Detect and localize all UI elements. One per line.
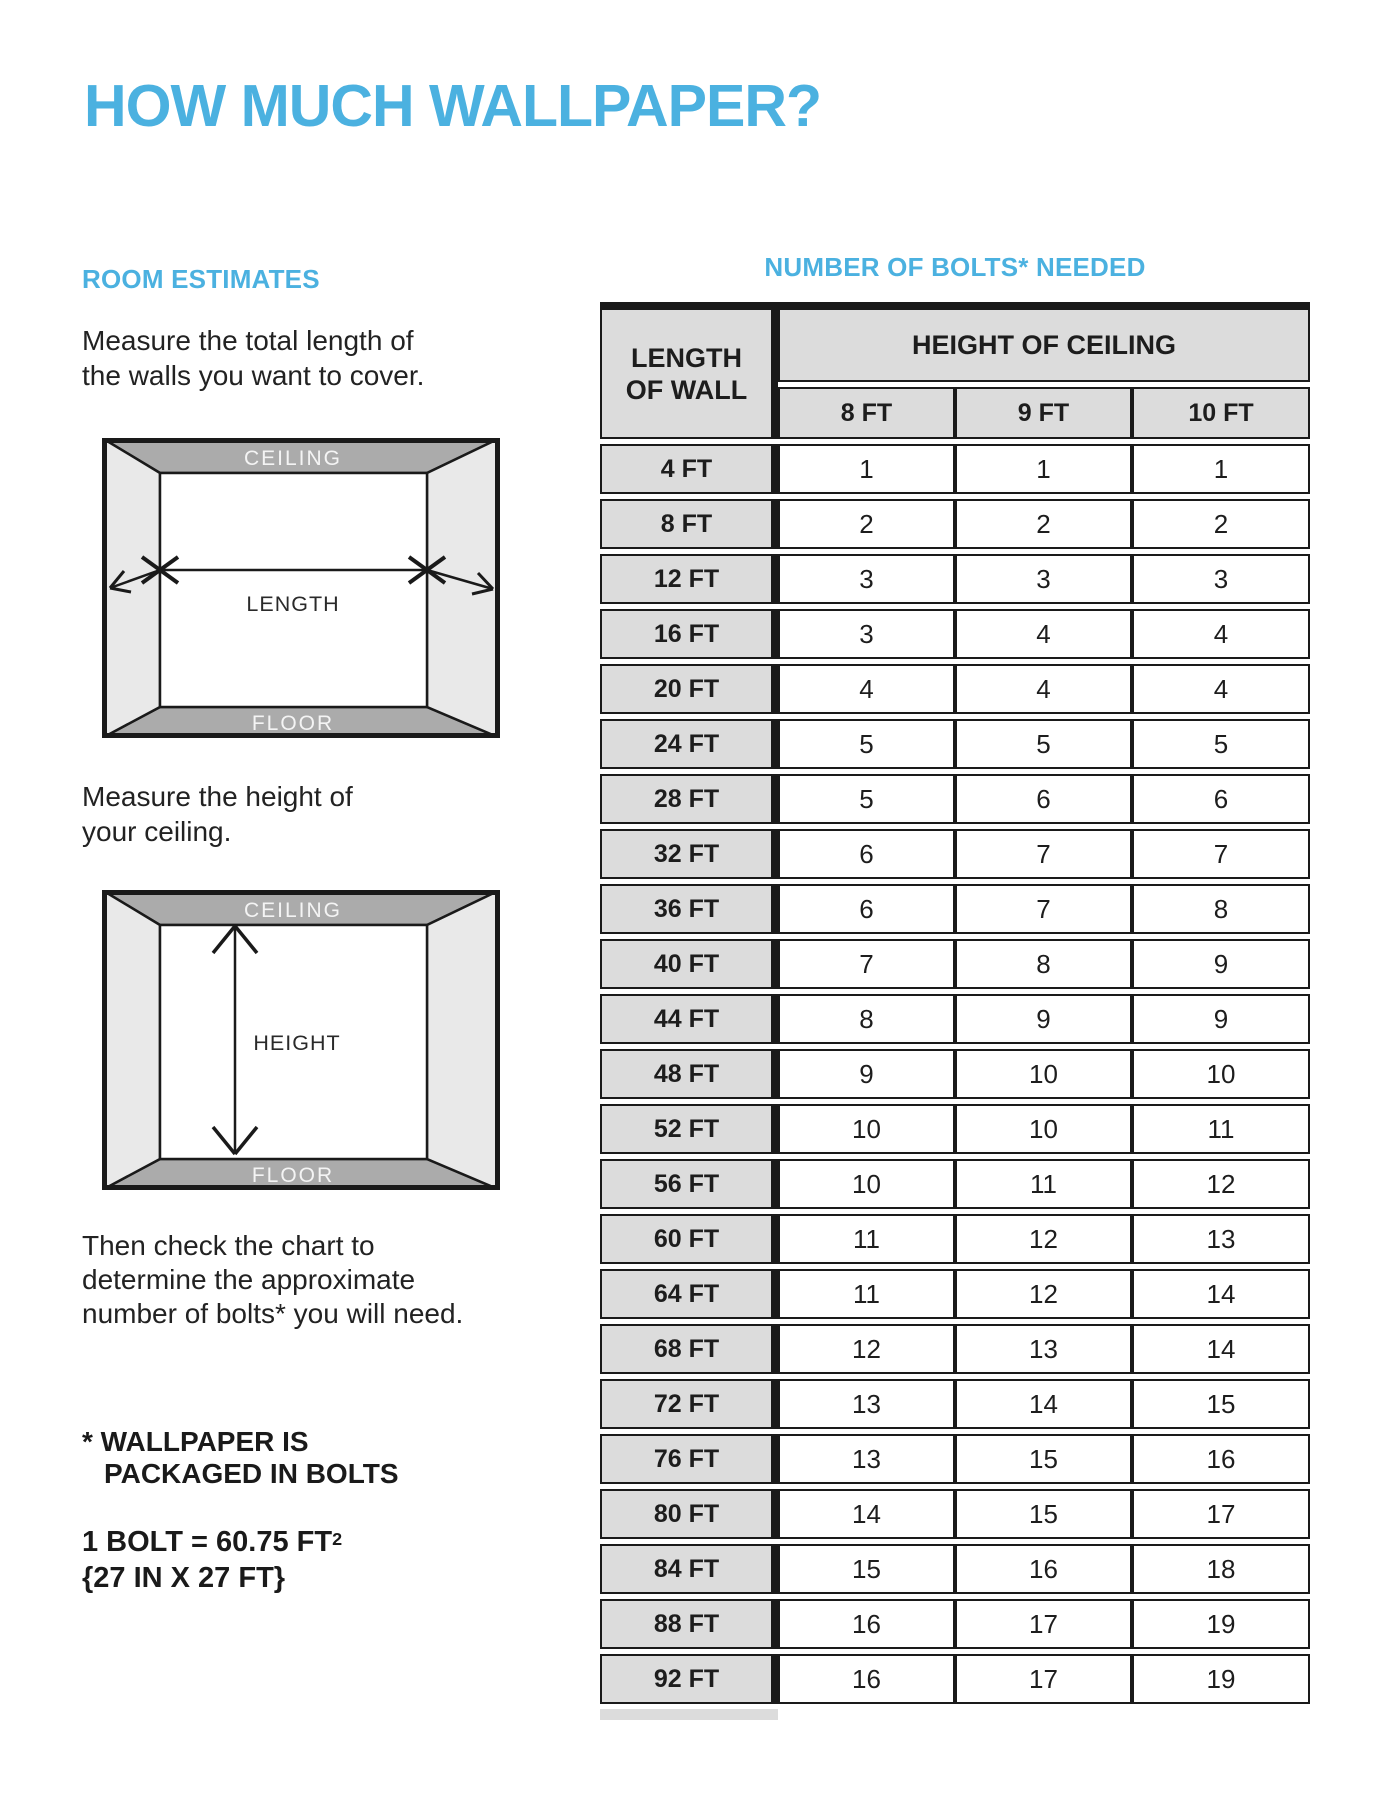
cell-value: 4 bbox=[1132, 609, 1310, 659]
cell-value: 3 bbox=[778, 609, 955, 659]
row-label: 48 FT bbox=[600, 1049, 778, 1099]
row-label: 84 FT bbox=[600, 1544, 778, 1594]
cell-value: 7 bbox=[1132, 829, 1310, 879]
cell-value: 9 bbox=[778, 1049, 955, 1099]
col-header-9ft: 9 FT bbox=[955, 387, 1132, 439]
table-row bbox=[600, 884, 1310, 934]
header-line: OF WALL bbox=[625, 374, 748, 405]
col-header-10ft: 10 FT bbox=[1132, 387, 1310, 439]
cell-value: 14 bbox=[778, 1489, 955, 1539]
cell-value: 3 bbox=[955, 554, 1132, 604]
row-label: 4 FT bbox=[600, 444, 778, 494]
text-line: PACKAGED IN BOLTS bbox=[104, 1458, 399, 1489]
cell-value: 13 bbox=[955, 1324, 1132, 1374]
cell-value: 11 bbox=[955, 1159, 1132, 1209]
cell-value: 13 bbox=[1132, 1214, 1310, 1264]
length-of-wall-header bbox=[600, 302, 778, 439]
height-of-ceiling-header: HEIGHT OF CEILING bbox=[778, 302, 1310, 382]
header-line: LENGTH bbox=[631, 342, 742, 373]
cell-value: 10 bbox=[778, 1104, 955, 1154]
table-row bbox=[600, 1159, 1310, 1209]
row-label: 52 FT bbox=[600, 1104, 778, 1154]
bolt-size-text: 1 BOLT = 60.75 FT bbox=[82, 1526, 333, 1558]
cell-value: 6 bbox=[778, 829, 955, 879]
table-row bbox=[600, 1654, 1310, 1704]
table-row bbox=[600, 609, 1310, 659]
right-wall-surface bbox=[427, 890, 500, 1190]
room-length-diagram bbox=[102, 438, 500, 738]
cell-value: 6 bbox=[1132, 774, 1310, 824]
text-line: Measure the height of bbox=[82, 781, 353, 812]
cell-value: 8 bbox=[955, 939, 1132, 989]
cell-value: 9 bbox=[1132, 939, 1310, 989]
cell-value: 12 bbox=[778, 1324, 955, 1374]
cell-value: 5 bbox=[778, 774, 955, 824]
table-row bbox=[600, 1434, 1310, 1484]
table-row bbox=[600, 1489, 1310, 1539]
cell-value: 9 bbox=[955, 994, 1132, 1044]
cell-value: 5 bbox=[955, 719, 1132, 769]
cell-value: 11 bbox=[778, 1269, 955, 1319]
table-row bbox=[600, 664, 1310, 714]
cell-value: 11 bbox=[1132, 1104, 1310, 1154]
cell-value: 6 bbox=[778, 884, 955, 934]
text-line: your ceiling. bbox=[82, 816, 232, 847]
room-length-diagram-svg bbox=[102, 438, 500, 738]
table-row bbox=[600, 829, 1310, 879]
row-label: 40 FT bbox=[600, 939, 778, 989]
cell-value: 6 bbox=[955, 774, 1132, 824]
cell-value: 15 bbox=[1132, 1379, 1310, 1429]
bolts-footnote bbox=[82, 1426, 399, 1490]
table-header-row-group bbox=[600, 302, 1310, 382]
row-label: 56 FT bbox=[600, 1159, 778, 1209]
cell-value: 13 bbox=[778, 1379, 955, 1429]
cell-value: 5 bbox=[1132, 719, 1310, 769]
cell-value: 15 bbox=[955, 1434, 1132, 1484]
cell-value: 16 bbox=[955, 1544, 1132, 1594]
cell-value: 17 bbox=[955, 1599, 1132, 1649]
cell-value: 2 bbox=[778, 499, 955, 549]
row-label: 24 FT bbox=[600, 719, 778, 769]
cell-value: 4 bbox=[1132, 664, 1310, 714]
row-label: 20 FT bbox=[600, 664, 778, 714]
table-row bbox=[600, 774, 1310, 824]
cell-value: 5 bbox=[778, 719, 955, 769]
room-height-diagram-svg bbox=[102, 890, 500, 1190]
bolts-table bbox=[600, 297, 1310, 1709]
cell-value: 19 bbox=[1132, 1599, 1310, 1649]
col-header-8ft: 8 FT bbox=[778, 387, 955, 439]
row-label: 12 FT bbox=[600, 554, 778, 604]
room-height-diagram bbox=[102, 890, 500, 1190]
bolt-equation bbox=[82, 1521, 342, 1596]
row-label: 80 FT bbox=[600, 1489, 778, 1539]
row-label: 64 FT bbox=[600, 1269, 778, 1319]
bolts-needed-heading: NUMBER OF BOLTS* NEEDED bbox=[764, 252, 1146, 282]
bolt-dimensions-text: {27 IN X 27 FT} bbox=[82, 1562, 286, 1594]
table-row bbox=[600, 1269, 1310, 1319]
text-line: number of bolts* you will need. bbox=[82, 1298, 464, 1329]
cell-value: 3 bbox=[1132, 554, 1310, 604]
table-row bbox=[600, 499, 1310, 549]
cell-value: 19 bbox=[1132, 1654, 1310, 1704]
cell-value: 16 bbox=[778, 1654, 955, 1704]
ceiling-label: CEILING bbox=[243, 447, 343, 470]
cell-value: 12 bbox=[1132, 1159, 1310, 1209]
cell-value: 10 bbox=[778, 1159, 955, 1209]
height-label: HEIGHT bbox=[253, 1031, 341, 1055]
row-label: 88 FT bbox=[600, 1599, 778, 1649]
cell-value: 7 bbox=[778, 939, 955, 989]
check-chart-text bbox=[82, 1229, 463, 1331]
table-row bbox=[600, 1379, 1310, 1429]
cell-value: 13 bbox=[778, 1434, 955, 1484]
floor-label: FLOOR bbox=[251, 712, 335, 735]
table-row bbox=[600, 1544, 1310, 1594]
table-row bbox=[600, 1049, 1310, 1099]
cell-value: 8 bbox=[778, 994, 955, 1044]
measure-height-text bbox=[82, 779, 353, 849]
text-line: Measure the total length of bbox=[82, 325, 414, 356]
cell-value: 1 bbox=[955, 444, 1132, 494]
cell-value: 1 bbox=[778, 444, 955, 494]
squared-exponent: 2 bbox=[332, 1529, 343, 1549]
row-label: 28 FT bbox=[600, 774, 778, 824]
cell-value: 11 bbox=[778, 1214, 955, 1264]
table-row bbox=[600, 719, 1310, 769]
cell-value: 3 bbox=[778, 554, 955, 604]
cell-value: 12 bbox=[955, 1214, 1132, 1264]
cell-value: 17 bbox=[955, 1654, 1132, 1704]
cell-value: 2 bbox=[955, 499, 1132, 549]
row-label: 8 FT bbox=[600, 499, 778, 549]
table-row bbox=[600, 1599, 1310, 1649]
row-label: 76 FT bbox=[600, 1434, 778, 1484]
table-row bbox=[600, 1104, 1310, 1154]
text-line: Then check the chart to bbox=[82, 1230, 375, 1261]
table-row bbox=[600, 554, 1310, 604]
cell-value: 17 bbox=[1132, 1489, 1310, 1539]
row-label: 16 FT bbox=[600, 609, 778, 659]
text-line: determine the approximate bbox=[82, 1264, 416, 1295]
cell-value: 15 bbox=[955, 1489, 1132, 1539]
cell-value: 9 bbox=[1132, 994, 1310, 1044]
cell-value: 10 bbox=[955, 1104, 1132, 1154]
row-label: 32 FT bbox=[600, 829, 778, 879]
cell-value: 7 bbox=[955, 829, 1132, 879]
cell-value: 8 bbox=[1132, 884, 1310, 934]
measure-length-text bbox=[82, 323, 424, 393]
cell-value: 2 bbox=[1132, 499, 1310, 549]
room-estimates-heading: ROOM ESTIMATES bbox=[82, 264, 320, 294]
row-label: 72 FT bbox=[600, 1379, 778, 1429]
bolts-table-container bbox=[600, 297, 1310, 1709]
cell-value: 4 bbox=[955, 609, 1132, 659]
row-label: 36 FT bbox=[600, 884, 778, 934]
cell-value: 18 bbox=[1132, 1544, 1310, 1594]
cell-value: 14 bbox=[1132, 1324, 1310, 1374]
floor-label: FLOOR bbox=[251, 1164, 335, 1187]
row-label: 60 FT bbox=[600, 1214, 778, 1264]
table-row bbox=[600, 1214, 1310, 1264]
row-label: 92 FT bbox=[600, 1654, 778, 1704]
table-row bbox=[600, 994, 1310, 1044]
cell-value: 10 bbox=[955, 1049, 1132, 1099]
back-wall-surface bbox=[160, 473, 427, 707]
ceiling-label: CEILING bbox=[243, 899, 343, 922]
cell-value: 1 bbox=[1132, 444, 1310, 494]
row-label: 68 FT bbox=[600, 1324, 778, 1374]
cell-value: 4 bbox=[955, 664, 1132, 714]
cell-value: 16 bbox=[1132, 1434, 1310, 1484]
cell-value: 16 bbox=[778, 1599, 955, 1649]
table-row bbox=[600, 1324, 1310, 1374]
cell-value: 14 bbox=[955, 1379, 1132, 1429]
cell-value: 10 bbox=[1132, 1049, 1310, 1099]
table-row bbox=[600, 444, 1310, 494]
left-wall-surface bbox=[102, 890, 160, 1190]
table-footer-strip bbox=[600, 1709, 778, 1720]
cell-value: 14 bbox=[1132, 1269, 1310, 1319]
text-line: the walls you want to cover. bbox=[82, 360, 425, 391]
table-row bbox=[600, 939, 1310, 989]
row-label: 44 FT bbox=[600, 994, 778, 1044]
text-line: * WALLPAPER IS bbox=[82, 1426, 309, 1457]
page-title: HOW MUCH WALLPAPER? bbox=[84, 73, 821, 139]
cell-value: 12 bbox=[955, 1269, 1132, 1319]
length-label: LENGTH bbox=[246, 592, 340, 616]
table-body bbox=[600, 444, 1310, 1704]
cell-value: 15 bbox=[778, 1544, 955, 1594]
cell-value: 4 bbox=[778, 664, 955, 714]
cell-value: 7 bbox=[955, 884, 1132, 934]
